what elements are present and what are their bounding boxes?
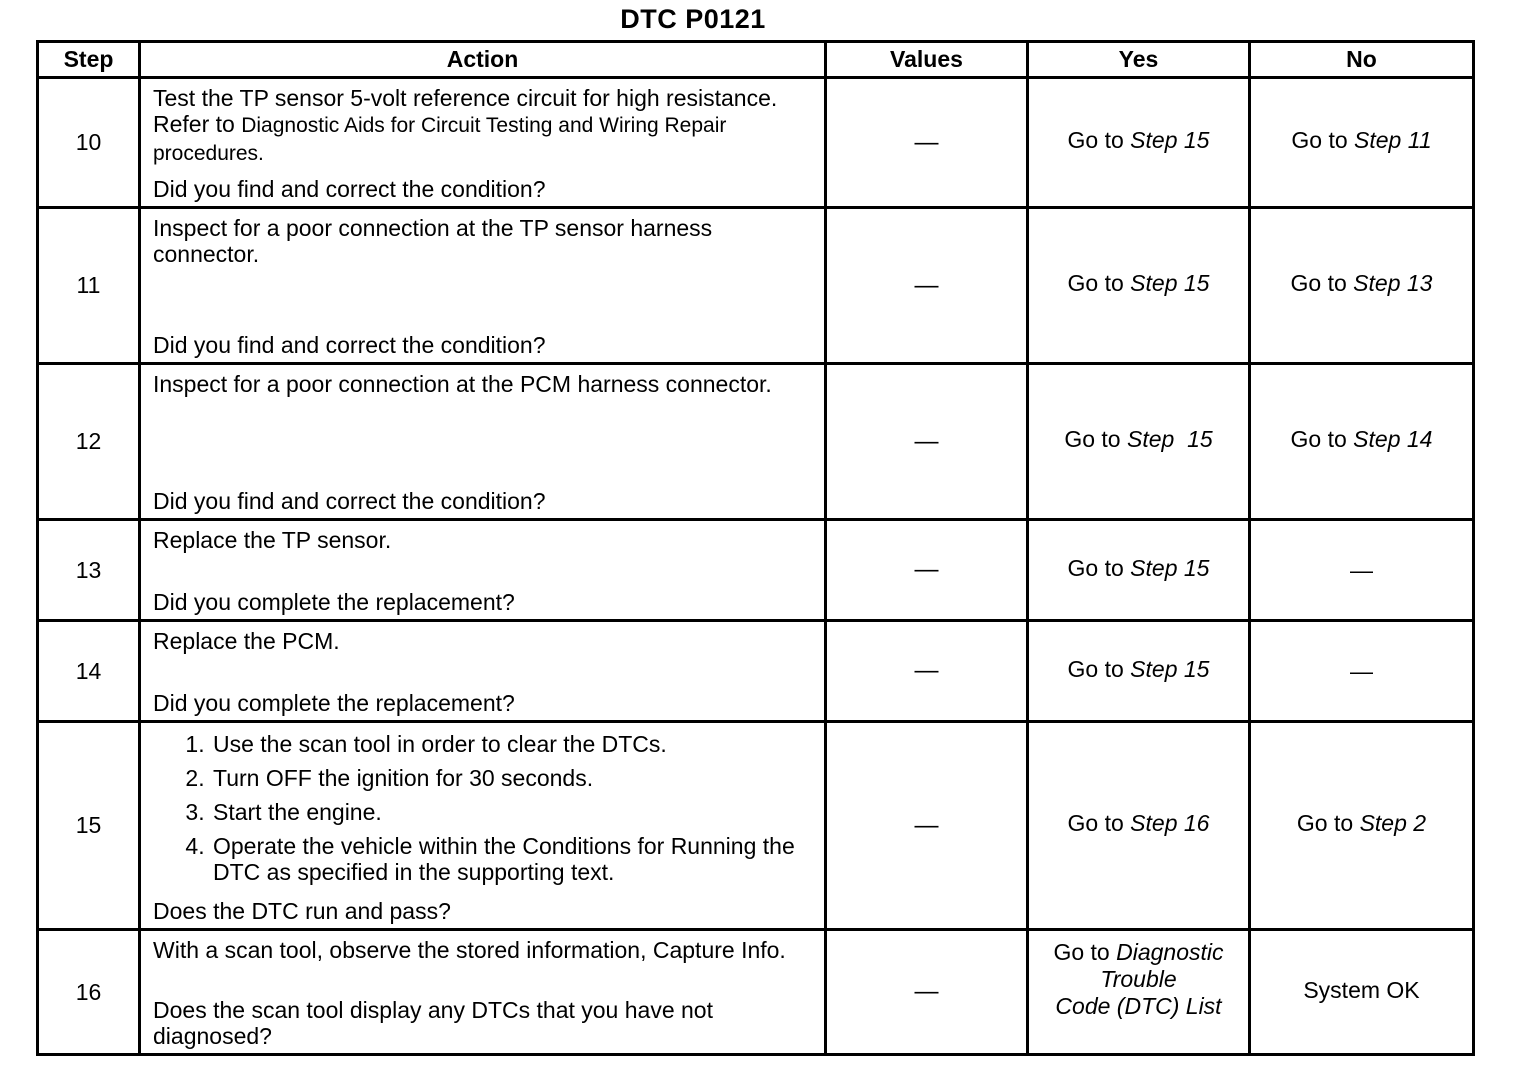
yes-cell bbox=[1028, 930, 1250, 1055]
system-ok: System OK bbox=[1303, 976, 1420, 1003]
yes-step-ref: Diagnostic bbox=[1116, 939, 1224, 965]
no-cell bbox=[1250, 722, 1474, 930]
action-reference: Diagnostic Aids for Circuit Testing and Wiring Repair procedures. bbox=[153, 114, 727, 165]
step-number: 14 bbox=[38, 621, 140, 722]
yes-cell bbox=[1028, 520, 1250, 621]
yes-step-ref: Step 15 bbox=[1130, 655, 1210, 682]
action-question: Did you complete the replacement? bbox=[153, 690, 515, 716]
page-title: DTC P0121 bbox=[620, 4, 766, 34]
action-cell bbox=[140, 621, 826, 722]
goto-label: Go to bbox=[1290, 270, 1347, 296]
list-item: 3. Start the engine. bbox=[211, 799, 814, 825]
no-step-ref: Step 14 bbox=[1353, 426, 1433, 452]
action-text: Replace the TP sensor. bbox=[153, 527, 392, 553]
table-row bbox=[38, 722, 1474, 930]
action-text: Inspect for a poor connection at the PCM harness connector. bbox=[153, 371, 772, 397]
action-question: Does the DTC run and pass? bbox=[153, 898, 451, 924]
header-values: Values bbox=[826, 42, 1028, 78]
procedure-list bbox=[153, 731, 814, 885]
no-step-ref: Step 2 bbox=[1359, 810, 1427, 836]
action-question: Did you find and correct the condition? bbox=[153, 332, 546, 358]
action-cell bbox=[140, 364, 826, 520]
table-row bbox=[38, 208, 1474, 364]
header-action: Action bbox=[140, 42, 826, 78]
no-cell: — bbox=[1250, 520, 1474, 621]
action-cell bbox=[140, 78, 826, 208]
diagnostic-table bbox=[36, 40, 1475, 1056]
action-question: Does the scan tool display any DTCs that you have not diagnosed? bbox=[153, 997, 713, 1049]
goto-label: Go to bbox=[1053, 939, 1110, 965]
yes-cell bbox=[1028, 621, 1250, 722]
values-cell: — bbox=[826, 208, 1028, 364]
action-text: Test the TP sensor 5-volt reference circuit for high resistance. Refer to bbox=[153, 85, 778, 137]
goto-label: Go to bbox=[1291, 127, 1348, 153]
no-cell bbox=[1250, 78, 1474, 208]
action-question: Did you complete the replacement? bbox=[153, 589, 515, 615]
goto-label: Go to bbox=[1064, 426, 1121, 452]
step-number: 11 bbox=[38, 208, 140, 364]
header-step: Step bbox=[38, 42, 140, 78]
action-cell bbox=[140, 208, 826, 364]
values-cell: — bbox=[826, 722, 1028, 930]
no-cell bbox=[1250, 930, 1474, 1055]
header-yes: Yes bbox=[1028, 42, 1250, 78]
table-row bbox=[38, 364, 1474, 520]
action-text: With a scan tool, observe the stored information, Capture Info. bbox=[153, 937, 786, 963]
action-text: Replace the PCM. bbox=[153, 628, 340, 654]
action-cell bbox=[140, 930, 826, 1055]
values-cell: — bbox=[826, 621, 1028, 722]
yes-cell bbox=[1028, 78, 1250, 208]
yes-cell bbox=[1028, 722, 1250, 930]
action-cell bbox=[140, 722, 826, 930]
header-no: No bbox=[1250, 42, 1474, 78]
no-cell bbox=[1250, 364, 1474, 520]
table-row bbox=[38, 930, 1474, 1055]
values-cell: — bbox=[826, 930, 1028, 1055]
yes-step-ref: Trouble bbox=[1100, 966, 1177, 992]
goto-label: Go to bbox=[1067, 270, 1124, 296]
yes-step-ref: Code (DTC) List bbox=[1055, 993, 1222, 1019]
table-row bbox=[38, 621, 1474, 722]
yes-step-ref: Step 15 bbox=[1130, 270, 1210, 296]
action-cell bbox=[140, 520, 826, 621]
list-item: 2. Turn OFF the ignition for 30 seconds. bbox=[211, 765, 814, 791]
action-question: Did you find and correct the condition? bbox=[153, 488, 546, 514]
goto-label: Go to bbox=[1067, 127, 1124, 153]
no-step-ref: Step 13 bbox=[1353, 270, 1433, 296]
goto-label: Go to bbox=[1296, 810, 1354, 836]
no-step-ref: Step 11 bbox=[1354, 127, 1432, 153]
goto-label: Go to bbox=[1067, 554, 1124, 581]
list-item: 4. Operate the vehicle within the Conditions for Running the DTC as specified in the supporting text. bbox=[211, 833, 814, 885]
goto-label: Go to bbox=[1067, 810, 1124, 836]
table-row bbox=[38, 78, 1474, 208]
action-question: Did you find and correct the condition? bbox=[153, 176, 546, 202]
step-number: 10 bbox=[38, 78, 140, 208]
yes-cell bbox=[1028, 208, 1250, 364]
step-number: 16 bbox=[38, 930, 140, 1055]
values-cell: — bbox=[826, 364, 1028, 520]
values-cell: — bbox=[826, 78, 1028, 208]
step-number: 13 bbox=[38, 520, 140, 621]
action-text: Inspect for a poor connection at the TP sensor harness connector. bbox=[153, 215, 713, 267]
list-item: 1. Use the scan tool in order to clear the DTCs. bbox=[211, 731, 814, 757]
goto-label: Go to bbox=[1290, 426, 1347, 452]
no-cell: — bbox=[1250, 621, 1474, 722]
step-number: 15 bbox=[38, 722, 140, 930]
yes-cell bbox=[1028, 364, 1250, 520]
goto-label: Go to bbox=[1067, 655, 1124, 682]
yes-step-ref: Step 16 bbox=[1130, 810, 1210, 836]
no-cell bbox=[1250, 208, 1474, 364]
yes-step-ref: Step 15 bbox=[1130, 127, 1210, 153]
yes-step-ref: Step 15 bbox=[1126, 426, 1213, 452]
yes-step-ref: Step 15 bbox=[1130, 554, 1210, 581]
values-cell: — bbox=[826, 520, 1028, 621]
header-row bbox=[38, 42, 1474, 78]
table-row bbox=[38, 520, 1474, 621]
step-number: 12 bbox=[38, 364, 140, 520]
